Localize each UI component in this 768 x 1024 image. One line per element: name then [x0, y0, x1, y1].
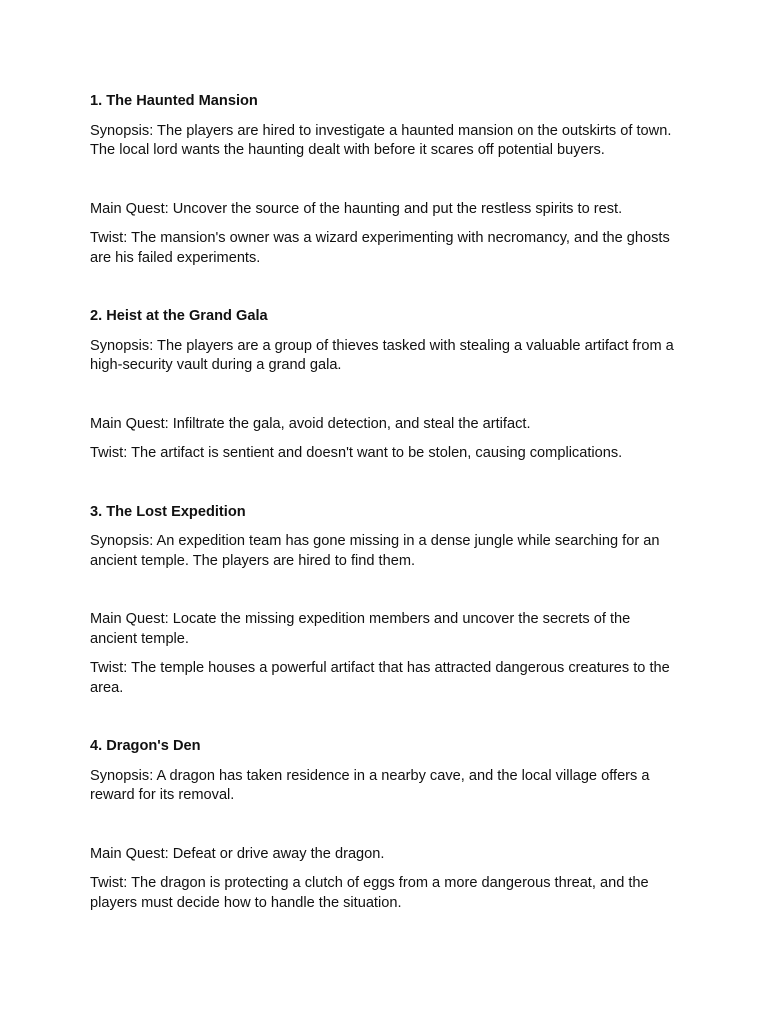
document-page	[90, 92, 680, 923]
section-title: 2. Heist at the Grand Gala	[90, 308, 268, 324]
synopsis-text: Synopsis: An expedition team has gone missing in a dense jungle while searching for an ancient temple. The players are hired to find them.	[90, 533, 660, 569]
section-dragons-den	[90, 737, 680, 913]
main-quest-text: Main Quest: Defeat or drive away the dragon.	[90, 845, 385, 862]
twist-text: Twist: The mansion's owner was a wizard experimenting with necromancy, and the ghosts are his failed experiments.	[90, 230, 670, 266]
main-quest-text: Main Quest: Infiltrate the gala, avoid detection, and steal the artifact.	[90, 415, 531, 432]
twist-text: Twist: The temple houses a powerful artifact that has attracted dangerous creatures to the area.	[90, 660, 670, 696]
twist-text: Twist: The dragon is protecting a clutch of eggs from a more dangerous threat, and the players must decide how to handle the situation.	[90, 875, 649, 911]
synopsis-text: Synopsis: The players are hired to investigate a haunted mansion on the outskirts of town. The local lord wants the haunting dealt with before it scares off potential buyers.	[90, 122, 672, 158]
section-heist-grand-gala	[90, 307, 680, 464]
synopsis-text: Synopsis: The players are a group of thieves tasked with stealing a valuable artifact from a high-security vault during a grand gala.	[90, 337, 674, 373]
main-quest-text: Main Quest: Locate the missing expedition members and uncover the secrets of the ancient temple.	[90, 611, 631, 647]
main-quest-text: Main Quest: Uncover the source of the haunting and put the restless spirits to rest.	[90, 200, 623, 217]
section-title: 3. The Lost Expedition	[90, 503, 246, 520]
section-haunted-mansion	[90, 92, 680, 268]
section-lost-expedition	[90, 503, 680, 699]
section-title: 1. The Haunted Mansion	[90, 93, 258, 109]
twist-text: Twist: The artifact is sentient and doesn't want to be stolen, causing complications.	[90, 445, 623, 461]
section-title: 4. Dragon's Den	[90, 738, 201, 754]
synopsis-text: Synopsis: A dragon has taken residence in a nearby cave, and the local village offers a reward for its removal.	[90, 767, 650, 803]
